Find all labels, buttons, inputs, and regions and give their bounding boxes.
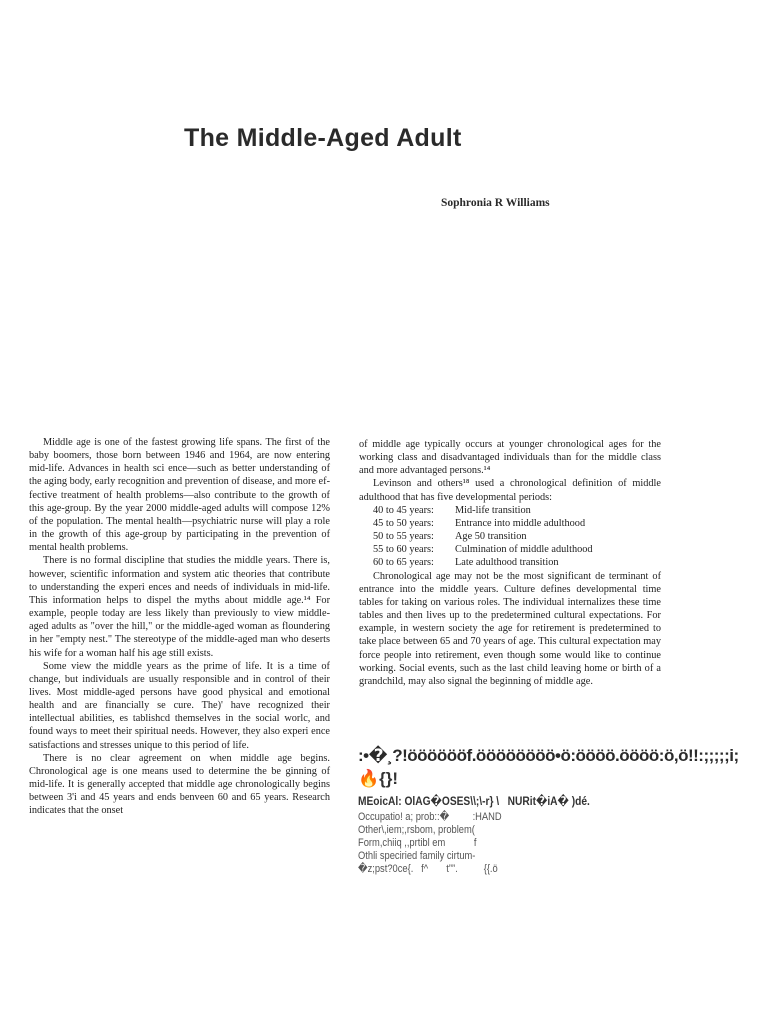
period-years: 55 to 60 years: bbox=[373, 544, 434, 556]
author-name: Sophronia R Williams bbox=[441, 197, 550, 209]
period-years: 45 to 50 years: bbox=[373, 517, 434, 529]
period-label: Mid-life transition bbox=[455, 504, 531, 516]
list-item bbox=[373, 517, 661, 530]
scan-line: �z;pst?0ce{. f^ t””. {{.ö bbox=[358, 863, 498, 875]
period-label: Age 50 transition bbox=[455, 531, 527, 543]
scan-line: 🔥{}! bbox=[358, 769, 399, 788]
scan-line: :•�¸?!ööööööf.öööööööö•ö:öööö.öööö:ö,ö!!:;;;;;i; bbox=[358, 746, 739, 765]
period-label: Culmination of middle adulthood bbox=[455, 544, 593, 556]
article-title: The Middle-Aged Adult bbox=[184, 124, 462, 152]
left-column bbox=[29, 436, 330, 818]
paragraph-when-middle-age-begins: There is no clear agreement on when middle age begins. Chronological age is one means used to determine the be ginning of mid-life. It is generally accepted that middle age chronologically begins between 3'i and 45 years and ends benveen 60 and 65 years. Research indicates that the onset bbox=[29, 752, 330, 817]
paragraph-prime-of-life: Some view the middle years as the prime of life. It is a time of change, but individuals are usually responsible and in control of their lives. Most middle-aged persons have good physical and emotional health and are financially se cure. The)' have recognized their intellectual abilities, es tablishcd themselves in the social worlc, and found ways to meet their spiritual needs. However, they also experi ence satisfactions and stresses unique to this period of life. bbox=[29, 660, 330, 751]
scan-line: Othli speciried family cirtum- bbox=[358, 850, 476, 862]
period-years: 60 to 65 years: bbox=[373, 557, 434, 569]
scan-heading-line: MEoicAl: OlAG�OSES\\;\-r} \ NURit�iA� )dé. bbox=[358, 794, 590, 808]
paragraph-levinson: Levinson and others¹⁸ used a chronological definition of middle adulthood that has five developmental periods: bbox=[359, 478, 661, 503]
paragraph-chronological-age: Chronological age may not be the most significant de terminant of entrance into the middle years. Culture defines developmental time tables for taking on various roles. The individual internalizes these time tables and then lives up to the predetermined cultural expectations. For example, in western society the age for retirement is predetermined to take place between 65 and 70 years of age. This cultural expectation may force people into retirement, even though some would like to continue working. Social events, such as the last child leaving home or birth of a grandchild, may also signal the beginning of middle age. bbox=[359, 570, 661, 687]
period-years: 50 to 55 years: bbox=[373, 531, 434, 543]
list-item bbox=[373, 556, 661, 569]
period-label: Late adulthood transition bbox=[455, 557, 559, 569]
scan-line: Form,chiiq ,,prtibl em f bbox=[358, 837, 477, 849]
scan-line: Occupatio! a; prob::� :HAND bbox=[358, 811, 502, 823]
list-item bbox=[373, 543, 661, 556]
list-item bbox=[373, 504, 661, 517]
garbled-scan-box bbox=[358, 745, 739, 895]
period-label: Entrance into middle adulthood bbox=[455, 517, 586, 529]
scan-line: Other\,iem;,rsbom, problem( bbox=[358, 824, 475, 836]
developmental-periods-list bbox=[359, 504, 661, 570]
paragraph-intro: Middle age is one of the fastest growing life spans. The first of the baby boomers, those born between 1946 and 1964, are now entering mid-life. Advances in health sci ence—such as better understanding of the aging body, early recognition and prevention of disease, and more ef fective treatment of health problems—also contribute to the growth of this age-group. By the year 2000 middle-aged adults will compose 12% of the population. The mental health—psychiatric nurse will play a role in the growth of this age-group by participating in the prevention of mental health problems. bbox=[29, 437, 330, 554]
paragraph-no-formal-discipline: There is no formal discipline that studies the middle years. There is, however, scientific information and system atic theories that contribute to understanding the experi ences and needs of individuals in mid-life. This information helps to dispel the myths about middle age.¹⁴ For example, people today are less likely than previously to view middle aged adults as "over the hill," or the middle-aged woman as floundering in her "empty nest." The stereotype of the middle-aged man who deserts his wife for a woman half his age still exists. bbox=[29, 555, 330, 659]
list-item bbox=[373, 530, 661, 543]
period-years: 40 to 45 years: bbox=[373, 504, 434, 516]
paragraph-onset-continued: of middle age typically occurs at younger chronological ages for the working class and disadvantaged individuals than for the middle class and more advantaged persons.¹⁴ bbox=[359, 439, 661, 477]
right-column bbox=[359, 438, 661, 688]
